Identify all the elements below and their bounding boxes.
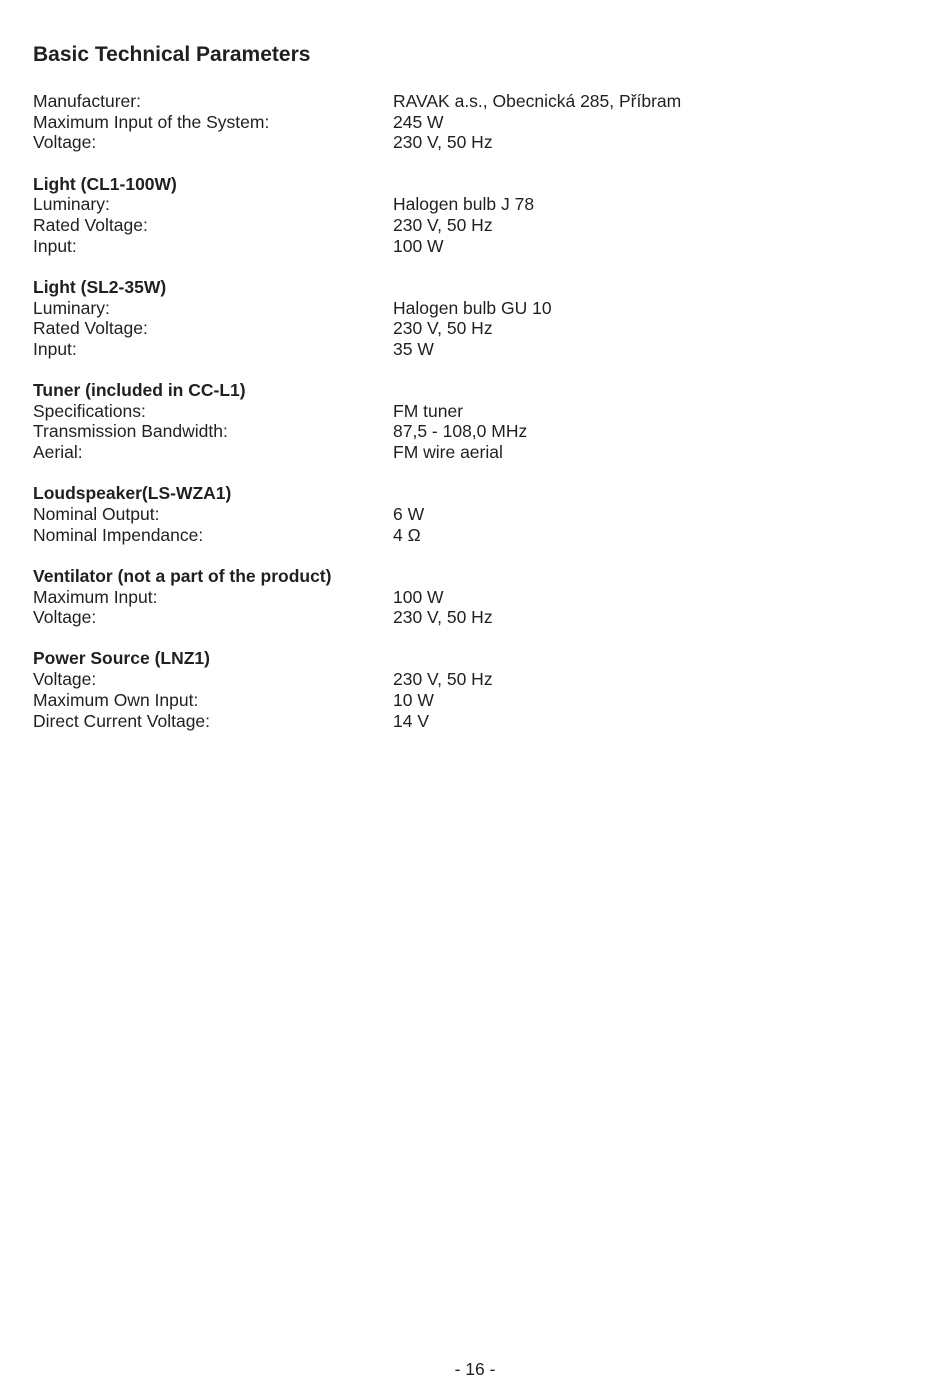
- parameter-value: 4 Ω: [393, 524, 421, 545]
- parameter-value: FM tuner: [393, 400, 464, 421]
- parameter-label: Direct Current Voltage:: [33, 710, 211, 731]
- parameter-label: Maximum Own Input:: [33, 689, 199, 710]
- parameter-value: 100 W: [393, 586, 444, 607]
- parameter-label: Specifications:: [33, 400, 146, 421]
- parameter-label: Nominal Impendance:: [33, 524, 204, 545]
- parameter-label: Rated Voltage:: [33, 214, 148, 235]
- parameter-label: Voltage:: [33, 607, 97, 628]
- parameter-row: [33, 421, 913, 442]
- document-page: [33, 41, 913, 752]
- parameter-value: Halogen bulb GU 10: [393, 297, 552, 318]
- parameter-label: Luminary:: [33, 194, 110, 215]
- parameter-row: [33, 690, 913, 711]
- parameter-label: Input:: [33, 338, 77, 359]
- parameter-row: [33, 339, 913, 360]
- parameter-row: [33, 669, 913, 690]
- parameter-value: 230 V, 50 Hz: [393, 132, 493, 153]
- parameter-row: [33, 504, 913, 525]
- section-heading: Ventilator (not a part of the product): [33, 565, 332, 586]
- parameter-label: Nominal Output:: [33, 504, 160, 524]
- section-heading: Light (CL1-100W): [33, 173, 177, 194]
- parameter-section: [33, 380, 913, 463]
- section-heading: Loudspeaker(LS-WZA1): [33, 483, 232, 504]
- parameter-row: [33, 236, 913, 257]
- section-heading: Tuner (included in CC-L1): [33, 380, 246, 401]
- parameter-label: Maximum Input:: [33, 586, 158, 607]
- page-title: Basic Technical Parameters: [33, 43, 311, 66]
- parameter-label: Maximum Input of the System:: [33, 111, 270, 132]
- parameter-section: [33, 483, 913, 545]
- parameter-value: 35 W: [393, 338, 434, 359]
- parameter-label: Luminary:: [33, 297, 110, 318]
- parameter-label: Input:: [33, 235, 77, 256]
- parameter-row: [33, 525, 913, 546]
- parameter-row: [33, 298, 913, 319]
- parameter-value: 100 W: [393, 235, 444, 256]
- parameter-row: [33, 318, 913, 339]
- parameter-label: Aerial:: [33, 442, 83, 463]
- page-number: - 16 -: [454, 1359, 496, 1379]
- parameter-section: [33, 566, 913, 628]
- parameter-row: [33, 587, 913, 608]
- parameter-row: [33, 711, 913, 732]
- parameter-value: 6 W: [393, 504, 425, 524]
- parameter-row: [33, 215, 913, 236]
- parameter-row: [33, 132, 913, 153]
- parameter-sections: [33, 91, 913, 731]
- parameter-row: [33, 401, 913, 422]
- parameter-section: [33, 91, 913, 153]
- parameter-row: [33, 112, 913, 133]
- parameter-value: 230 V, 50 Hz: [393, 214, 493, 235]
- parameter-row: [33, 442, 913, 463]
- parameter-value: 87,5 - 108,0 MHz: [393, 421, 528, 442]
- parameter-value: RAVAK a.s., Obecnická 285, Příbram: [393, 91, 682, 111]
- parameter-section: [33, 277, 913, 360]
- parameter-label: Rated Voltage:: [33, 318, 148, 339]
- parameter-value: 230 V, 50 Hz: [393, 318, 493, 339]
- section-heading: Light (SL2-35W): [33, 276, 167, 297]
- parameter-label: Manufacturer:: [33, 91, 141, 111]
- parameter-value: 230 V, 50 Hz: [393, 607, 493, 628]
- parameter-row: [33, 194, 913, 215]
- parameter-value: Halogen bulb J 78: [393, 194, 535, 215]
- parameter-label: Voltage:: [33, 132, 97, 153]
- parameter-value: 230 V, 50 Hz: [393, 669, 493, 690]
- parameter-section: [33, 174, 913, 257]
- parameter-row: [33, 91, 913, 112]
- parameter-row: [33, 607, 913, 628]
- parameter-label: Transmission Bandwidth:: [33, 421, 228, 442]
- section-heading: Power Source (LNZ1): [33, 648, 210, 669]
- parameter-value: FM wire aerial: [393, 442, 503, 463]
- parameter-section: [33, 648, 913, 731]
- parameter-label: Voltage:: [33, 669, 97, 690]
- parameter-value: 14 V: [393, 710, 429, 731]
- parameter-value: 245 W: [393, 111, 444, 132]
- parameter-value: 10 W: [393, 689, 434, 710]
